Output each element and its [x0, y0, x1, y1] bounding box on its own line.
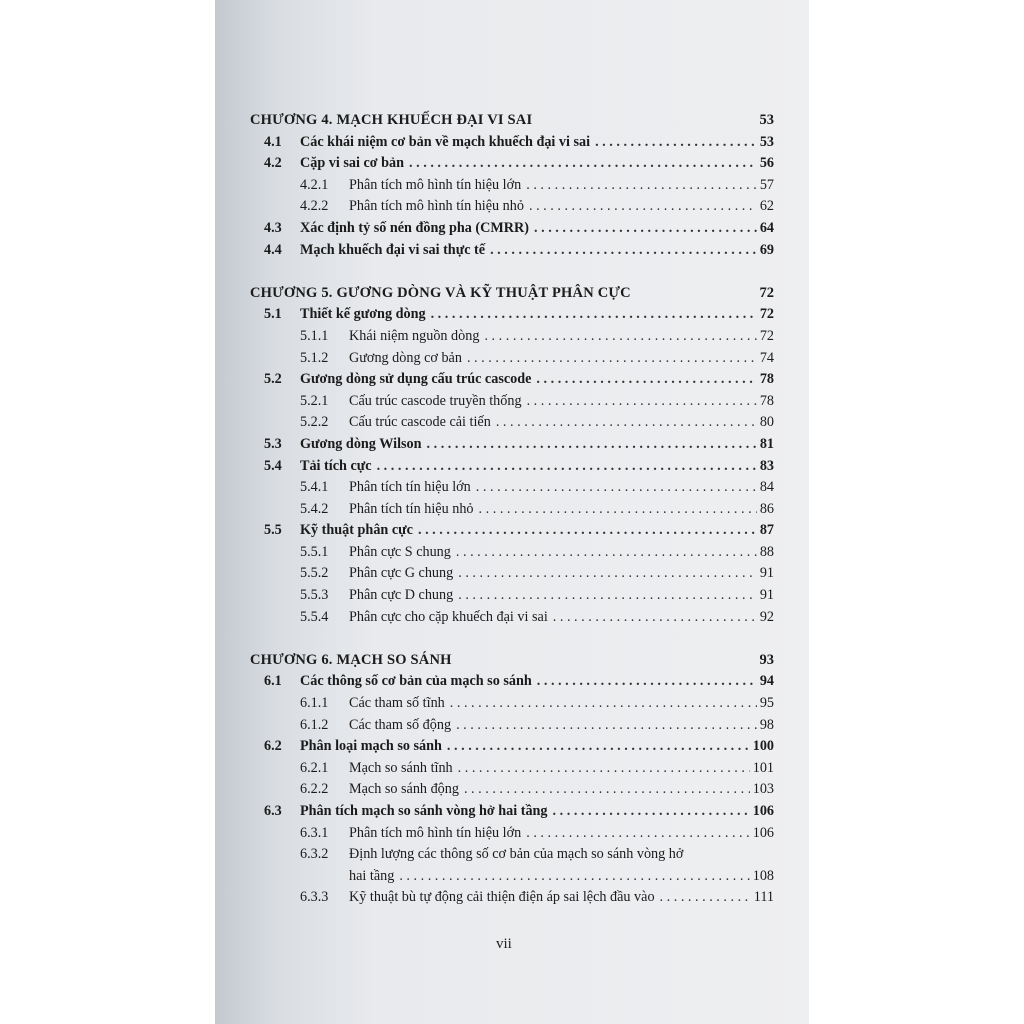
dot-leader — [399, 868, 749, 885]
toc-entry-number: 5.2 — [264, 371, 282, 388]
toc-entry-number: 5.5.2 — [300, 565, 329, 582]
chapter-gap — [250, 263, 774, 285]
toc-entry-number: 5.3 — [264, 435, 282, 452]
dot-leader — [536, 371, 756, 388]
toc-page-number: 57 — [759, 176, 774, 193]
toc-chapter-entry — [250, 112, 774, 134]
toc-page-number: 69 — [759, 241, 774, 258]
dot-leader — [537, 673, 757, 690]
toc-entry-title: Mạch so sánh tĩnh — [349, 759, 453, 776]
toc-entry-number: 5.4.1 — [300, 479, 329, 496]
toc-entry — [250, 479, 774, 501]
chapter-title: CHƯƠNG 6. MẠCH SO SÁNH — [250, 651, 452, 668]
chapter-title: CHƯƠNG 5. GƯƠNG DÒNG VÀ KỸ THUẬT PHÂN CỰC — [250, 284, 631, 301]
page-number: vii — [496, 936, 512, 952]
toc-entry-number: 6.1 — [264, 673, 282, 690]
toc-page-number: 72 — [759, 284, 774, 301]
toc-page-number: 81 — [759, 435, 774, 452]
dot-leader — [490, 242, 757, 259]
toc-entry-number: 5.4 — [264, 457, 282, 474]
dot-leader — [450, 695, 757, 712]
toc-entry — [250, 393, 774, 415]
toc-entry-title: Mạch so sánh động — [349, 781, 459, 798]
toc-entry — [250, 868, 774, 890]
toc-entry — [250, 436, 774, 458]
toc-entry — [250, 220, 774, 242]
toc-page-number: 88 — [759, 543, 774, 560]
toc-chapter-entry — [250, 285, 774, 307]
toc-entry — [250, 501, 774, 523]
toc-entry — [250, 414, 774, 436]
dot-leader — [447, 738, 750, 755]
toc-entry — [250, 544, 774, 566]
toc-entry-number: 5.5.1 — [300, 543, 329, 560]
toc-page-number: 64 — [759, 219, 774, 236]
toc-entry — [250, 825, 774, 847]
toc-entry-title: Khái niệm nguồn dòng — [349, 327, 480, 344]
dot-leader — [595, 134, 757, 151]
toc-entry-number: 5.5.3 — [300, 587, 329, 604]
dot-leader — [458, 587, 757, 604]
dot-leader — [458, 760, 750, 777]
toc-entry-title: Gương dòng sử dụng cấu trúc cascode — [300, 371, 532, 388]
toc-entry — [250, 781, 774, 803]
toc-entry-title: Các tham số tĩnh — [349, 695, 445, 712]
toc-entry-number: 4.2 — [264, 155, 282, 172]
toc-entry-title: Phân tích mạch so sánh vòng hở hai tầng — [300, 803, 548, 819]
toc-page-number: 72 — [759, 327, 774, 344]
toc-entry-title: Phân loại mạch so sánh — [300, 738, 442, 755]
chapter-title: CHƯƠNG 4. MẠCH KHUẾCH ĐẠI VI SAI — [250, 112, 533, 128]
toc-page-number: 78 — [759, 392, 774, 409]
table-of-contents — [250, 112, 774, 911]
toc-page-number: 80 — [759, 414, 774, 431]
toc-entry-number: 4.4 — [264, 241, 282, 258]
toc-page-number: 92 — [759, 608, 774, 625]
toc-entry — [250, 609, 774, 631]
toc-entry — [250, 889, 774, 911]
toc-page-number: 103 — [752, 781, 774, 798]
dot-leader — [479, 501, 757, 518]
toc-page-number: 93 — [759, 651, 774, 668]
toc-entry — [250, 522, 774, 544]
toc-entry — [250, 177, 774, 199]
dot-leader — [527, 393, 757, 410]
toc-page-number: 62 — [759, 198, 774, 215]
toc-entry-number: 5.1.2 — [300, 349, 329, 366]
toc-entry-title: hai tầng — [349, 867, 395, 884]
toc-entry-title: Phân tích mô hình tín hiệu lớn — [349, 824, 522, 841]
toc-page-number: 100 — [752, 738, 774, 755]
toc-entry-title: Phân cực cho cặp khuếch đại vi sai — [349, 608, 548, 625]
toc-entry-title: Phân tích tín hiệu lớn — [349, 479, 471, 496]
dot-leader — [464, 781, 750, 798]
toc-entry-number: 5.4.2 — [300, 500, 329, 517]
toc-entry — [250, 458, 774, 480]
toc-page-number: 111 — [753, 889, 774, 906]
toc-page-number: 98 — [759, 716, 774, 733]
toc-entry-title: Phân tích tín hiệu nhỏ — [349, 500, 474, 517]
toc-page-number: 91 — [759, 587, 774, 604]
toc-page-number: 91 — [759, 565, 774, 582]
toc-entry — [250, 350, 774, 372]
dot-leader — [456, 544, 757, 561]
toc-entry-number: 5.2.2 — [300, 414, 329, 431]
toc-entry-number: 5.1 — [264, 306, 282, 323]
dot-leader — [484, 328, 756, 345]
dot-leader — [431, 306, 757, 323]
toc-page-number: 106 — [752, 824, 774, 841]
toc-entry-title: Phân cực S chung — [349, 543, 451, 560]
toc-entry-title: Các thông số cơ bản của mạch so sánh — [300, 673, 532, 690]
toc-entry — [250, 328, 774, 350]
toc-entry-title: Tải tích cực — [300, 457, 372, 474]
dot-leader — [427, 436, 757, 453]
toc-entry — [250, 717, 774, 739]
toc-entry — [250, 242, 774, 264]
toc-entry — [250, 760, 774, 782]
toc-page-number: 95 — [759, 695, 774, 712]
dot-leader — [377, 458, 757, 475]
toc-page-number: 106 — [752, 803, 774, 819]
dot-leader — [553, 803, 750, 820]
dot-leader — [660, 889, 751, 906]
dot-leader — [418, 522, 757, 539]
toc-page-number: 108 — [752, 867, 774, 884]
toc-page-number: 78 — [759, 371, 774, 388]
toc-entry — [250, 803, 774, 825]
toc-chapter-entry — [250, 652, 774, 674]
toc-page-number: 56 — [759, 155, 774, 172]
toc-entry-title: Mạch khuếch đại vi sai thực tế — [300, 241, 486, 258]
toc-entry-title: Cặp vi sai cơ bản — [300, 155, 405, 172]
toc-entry — [250, 306, 774, 328]
dot-leader — [476, 479, 757, 496]
toc-entry-title: Gương dòng Wilson — [300, 435, 422, 452]
toc-page-number: 53 — [759, 112, 774, 128]
toc-entry-number: 6.2.1 — [300, 759, 329, 776]
toc-page-number: 83 — [759, 457, 774, 474]
toc-entry-number: 5.1.1 — [300, 327, 329, 344]
toc-page-number: 101 — [752, 759, 774, 776]
toc-entry — [250, 198, 774, 220]
toc-entry-title: Cấu trúc cascode cải tiến — [349, 414, 491, 431]
toc-entry-title: Xác định tỷ số nén đồng pha (CMRR) — [300, 219, 530, 236]
toc-entry — [250, 371, 774, 393]
toc-entry-number: 4.2.1 — [300, 176, 329, 193]
toc-entry — [250, 695, 774, 717]
toc-entry-number: 6.2.2 — [300, 781, 329, 798]
dot-leader — [553, 609, 757, 626]
toc-entry-number: 6.1.2 — [300, 716, 329, 733]
toc-page-number: 87 — [759, 522, 774, 539]
toc-page-number: 84 — [759, 479, 774, 496]
toc-entry-number: 4.1 — [264, 133, 282, 150]
toc-entry-number: 4.2.2 — [300, 198, 329, 215]
toc-entry-number: 5.5 — [264, 522, 282, 539]
toc-entry-title: Kỹ thuật bù tự động cải thiện điện áp sai lệch đầu vào — [349, 889, 655, 906]
toc-entry — [250, 587, 774, 609]
toc-entry-number: 5.2.1 — [300, 392, 329, 409]
toc-entry-title: Cấu trúc cascode truyền thống — [349, 392, 522, 409]
toc-entry-title: Phân tích mô hình tín hiệu lớn — [349, 176, 522, 193]
toc-entry-title: Phân tích mô hình tín hiệu nhỏ — [349, 198, 524, 215]
toc-page-number: 86 — [759, 500, 774, 517]
toc-entry-number: 4.3 — [264, 219, 282, 236]
dot-leader — [456, 717, 757, 734]
toc-entry-title: Kỹ thuật phân cực — [300, 522, 413, 539]
toc-entry — [250, 738, 774, 760]
dot-leader — [529, 198, 757, 215]
toc-entry-number: 6.3 — [264, 803, 282, 819]
dot-leader — [467, 350, 757, 367]
toc-entry-number: 6.3.1 — [300, 824, 329, 841]
toc-entry-number: 6.3.3 — [300, 889, 329, 906]
toc-entry-title: Phân cực D chung — [349, 587, 454, 604]
dot-leader — [526, 177, 757, 194]
toc-entry — [250, 134, 774, 156]
toc-entry — [250, 673, 774, 695]
toc-entry-title: Gương dòng cơ bản — [349, 349, 462, 366]
toc-entry — [250, 565, 774, 587]
toc-page-number: 72 — [759, 306, 774, 323]
toc-entry-title: Thiết kế gương dòng — [300, 306, 426, 323]
toc-entry-title: Các khái niệm cơ bản về mạch khuếch đại vi sai — [300, 133, 591, 150]
toc-page-number: 53 — [759, 133, 774, 150]
toc-entry — [250, 155, 774, 177]
toc-entry-number: 5.5.4 — [300, 608, 329, 625]
toc-entry-title: Phân cực G chung — [349, 565, 454, 582]
toc-entry-number: 6.2 — [264, 738, 282, 755]
toc-entry — [250, 846, 774, 868]
toc-page-number: 74 — [759, 349, 774, 366]
toc-entry-title: Định lượng các thông số cơ bản của mạch so sánh vòng hở — [349, 846, 684, 863]
chapter-gap — [250, 630, 774, 652]
dot-leader — [496, 414, 757, 431]
dot-leader — [526, 825, 749, 842]
toc-entry-number: 6.3.2 — [300, 846, 329, 863]
toc-entry-title: Các tham số động — [349, 716, 452, 733]
dot-leader — [534, 220, 757, 237]
toc-page-number: 94 — [759, 673, 774, 690]
dot-leader — [409, 155, 757, 172]
dot-leader — [458, 565, 757, 582]
toc-entry-number: 6.1.1 — [300, 695, 329, 712]
